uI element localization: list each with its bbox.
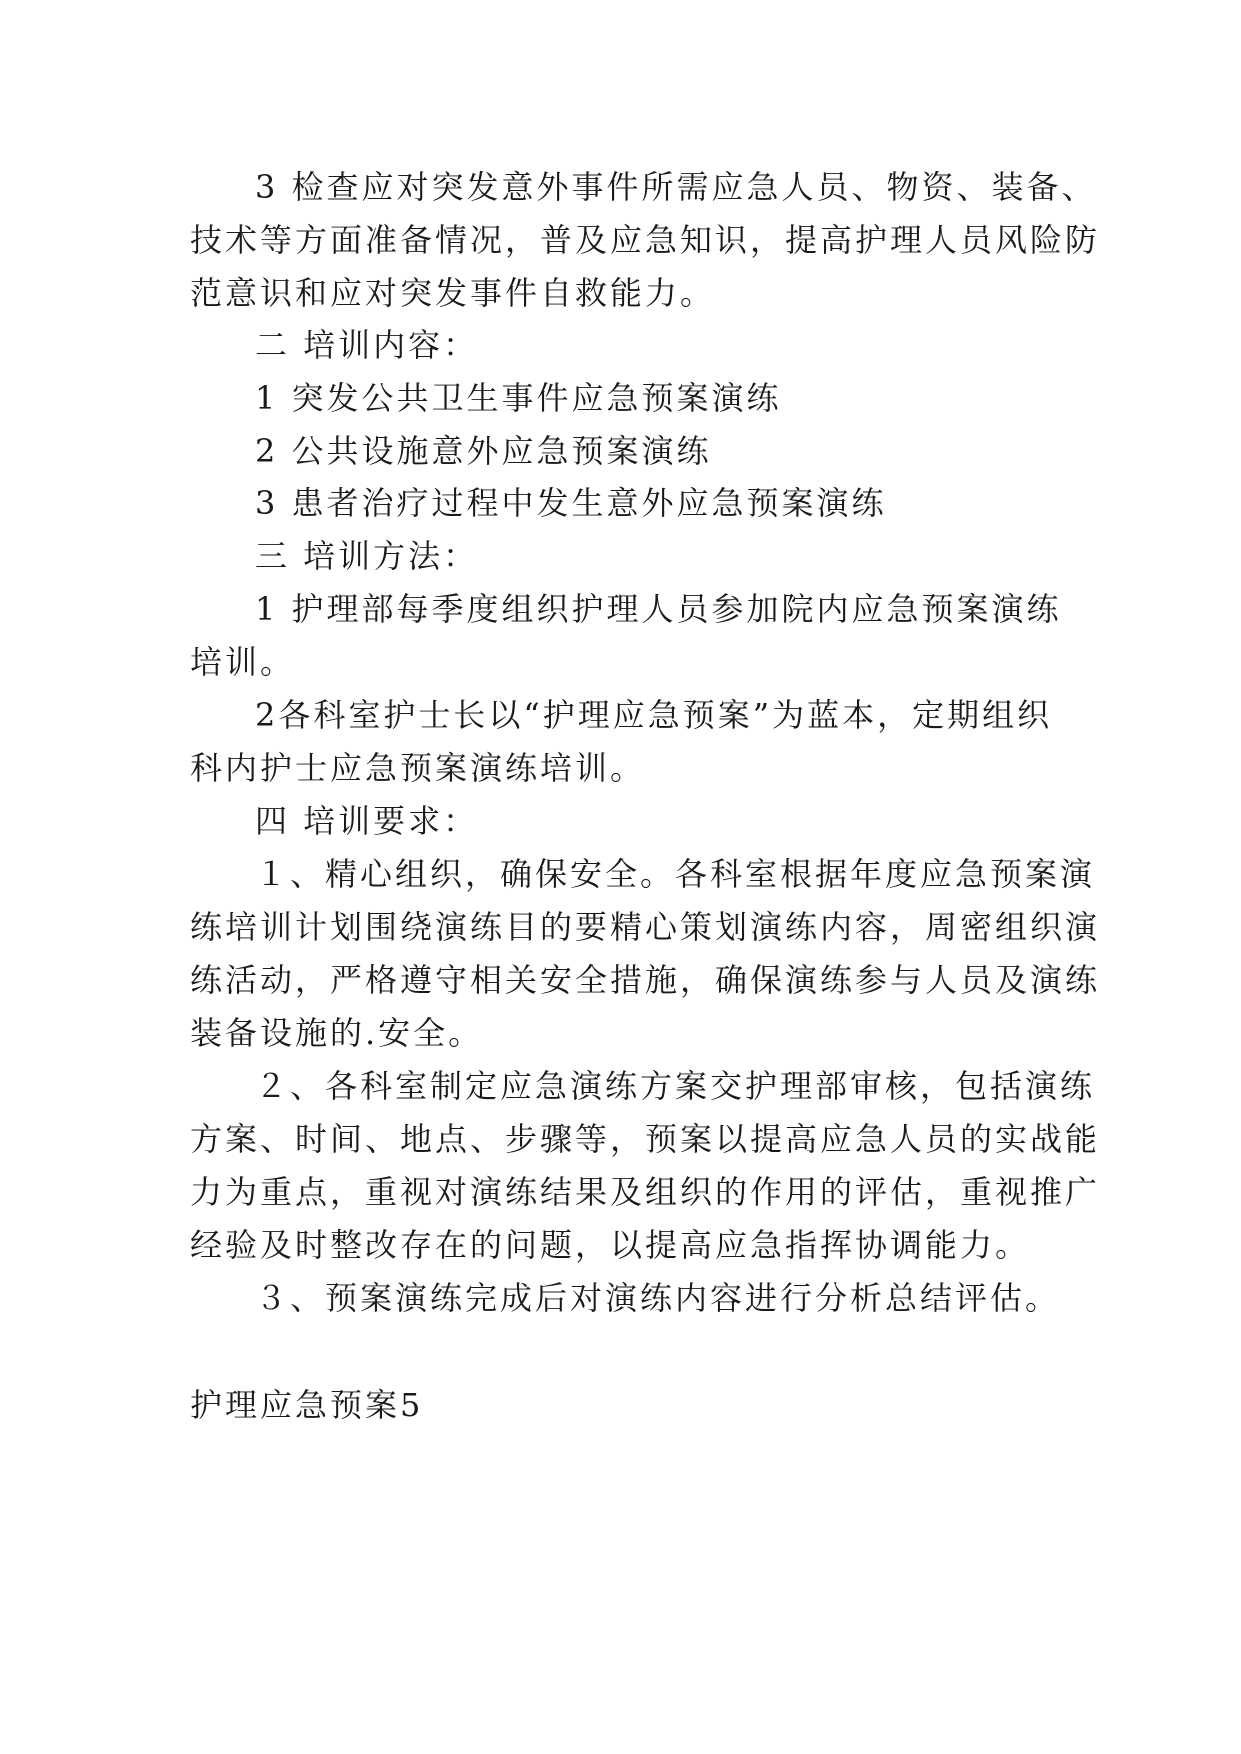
- paragraph-line: １、精心组织，确保安全。各科室根据年度应急预案演: [255, 855, 1096, 893]
- list-item: 2 公共设施意外应急预案演练: [255, 432, 712, 470]
- paragraph-line: 练活动，严格遵守相关安全措施，确保演练参与人员及演练: [190, 961, 1101, 999]
- paragraph-line: 1 护理部每季度组织护理人员参加院内应急预案演练: [255, 590, 1062, 628]
- paragraph-line: 经验及时整改存在的问题，以提高应急指挥协调能力。: [190, 1226, 1031, 1264]
- paragraph-line: 方案、时间、地点、步骤等，预案以提高应急人员的实战能: [190, 1120, 1101, 1158]
- paragraph-line: 培训。: [190, 643, 296, 681]
- paragraph-line: 科内护士应急预案演练培训。: [190, 749, 646, 787]
- section-heading: 二 培训内容：: [255, 326, 479, 364]
- paragraph-line: 练培训计划围绕演练目的要精心策划演练内容，周密组织演: [190, 908, 1101, 946]
- paragraph-line: 力为重点，重视对演练结果及组织的作用的评估，重视推广: [190, 1173, 1101, 1211]
- document-title: 护理应急预案5: [190, 1386, 424, 1424]
- paragraph-line: 范意识和应对突发事件自救能力。: [190, 274, 716, 312]
- paragraph-line: 装备设施的.安全。: [190, 1014, 484, 1052]
- list-item: 3 患者治疗过程中发生意外应急预案演练: [255, 484, 887, 522]
- paragraph-line: 2各科室护士长以“护理应急预案”为蓝本，定期组织: [255, 696, 1053, 734]
- paragraph-line: 技术等方面准备情况，普及应急知识，提高护理人员风险防: [190, 221, 1101, 259]
- list-item: 1 突发公共卫生事件应急预案演练: [255, 379, 782, 417]
- paragraph-line: 3 检查应对突发意外事件所需应急人员、物资、装备、: [255, 168, 1097, 206]
- paragraph-line: ３、预案演练完成后对演练内容进行分析总结评估。: [255, 1279, 1061, 1317]
- section-heading: 三 培训方法：: [255, 537, 479, 575]
- section-heading: 四 培训要求：: [255, 802, 479, 840]
- paragraph-line: ２、各科室制定应急演练方案交护理部审核，包括演练: [255, 1067, 1096, 1105]
